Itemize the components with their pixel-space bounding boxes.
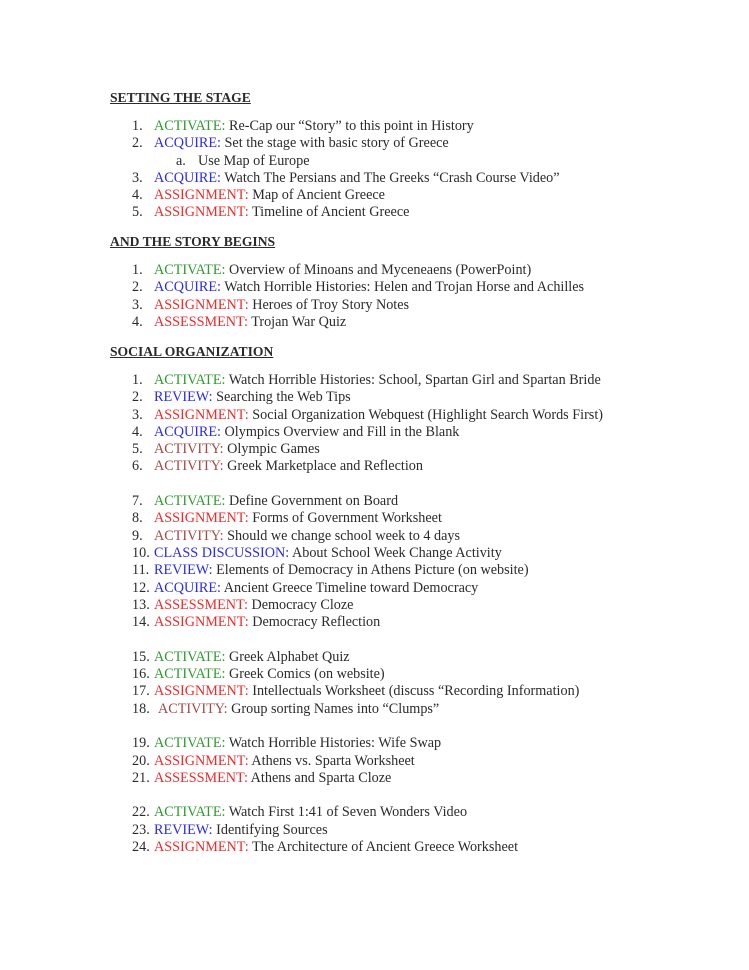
item-description: Heroes of Troy Story Notes <box>248 296 410 313</box>
item-category-label: ACQUIRE: <box>154 579 221 596</box>
item-description: About School Week Change Activity <box>289 544 502 561</box>
item-number: 21. <box>132 769 150 786</box>
item-category-label: REVIEW: <box>154 821 213 838</box>
item-category-label: ACTIVITY: <box>154 527 224 544</box>
item-description: Should we change school week to 4 days <box>223 527 461 544</box>
sub-item-description: Use Map of Europe <box>198 152 310 169</box>
item-group <box>110 493 710 631</box>
item-group <box>110 262 710 331</box>
item-category-label: ASSESSMENT: <box>154 769 248 786</box>
item-number: 5. <box>132 441 143 458</box>
list-item <box>110 528 710 545</box>
item-number: 1. <box>132 261 143 278</box>
item-number: 2. <box>132 389 143 406</box>
item-number: 2. <box>132 135 143 152</box>
item-category-label: CLASS DISCUSSION: <box>154 544 290 561</box>
numbered-list <box>110 372 710 856</box>
item-category-label: REVIEW: <box>154 562 213 579</box>
item-category-label: ASSIGNMENT: <box>154 406 249 423</box>
item-category-label: ACTIVATE: <box>154 371 226 388</box>
list-item <box>110 683 710 700</box>
item-number: 13. <box>132 596 150 613</box>
item-description: Group sorting Names into “Clumps” <box>227 700 440 717</box>
item-description: Timeline of Ancient Greece <box>248 204 410 221</box>
item-group <box>110 735 710 787</box>
item-category-label: ASSIGNMENT: <box>154 839 249 855</box>
item-description: Trojan War Quiz <box>247 313 347 330</box>
item-number: 2. <box>132 279 143 296</box>
item-description: Set the stage with basic story of Greece <box>221 135 449 152</box>
list-item <box>110 187 710 204</box>
list-item <box>110 279 710 296</box>
list-item <box>110 839 710 856</box>
item-category-label: ACTIVATE: <box>154 666 226 683</box>
item-number: 17. <box>132 683 150 700</box>
list-item <box>110 372 710 389</box>
item-number: 5. <box>132 204 143 221</box>
item-description: Ancient Greece Timeline toward Democracy <box>221 579 479 596</box>
item-description: Olympic Games <box>223 441 320 458</box>
list-item <box>110 597 710 614</box>
item-category-label: ACTIVATE: <box>154 735 226 752</box>
item-number: 18. <box>132 700 150 717</box>
item-number: 16. <box>132 666 150 683</box>
item-description: Re-Cap our “Story” to this point in History <box>225 117 474 134</box>
item-number: 1. <box>132 117 143 134</box>
item-number: 8. <box>132 510 143 527</box>
item-category-label: ASSESSMENT: <box>154 596 248 613</box>
list-item <box>110 424 710 441</box>
item-number: 19. <box>132 735 150 752</box>
item-description: Greek Alphabet Quiz <box>225 648 350 665</box>
item-category-label: ASSIGNMENT: <box>154 204 249 221</box>
item-number: 4. <box>132 187 143 204</box>
list-item <box>110 510 710 527</box>
list-item <box>110 458 710 475</box>
item-number: 14. <box>132 614 150 631</box>
numbered-list <box>110 262 710 331</box>
item-group <box>110 804 710 856</box>
item-description: Watch First 1:41 of Seven Wonders Video <box>225 804 468 821</box>
item-description: Democracy Reflection <box>248 614 381 631</box>
item-description: Map of Ancient Greece <box>248 187 385 204</box>
list-item <box>110 441 710 458</box>
item-number: 23. <box>132 821 150 838</box>
item-category-label: ACTIVITY: <box>158 700 228 717</box>
item-description: Elements of Democracy in Athens Picture (on website) <box>212 562 529 579</box>
list-item <box>110 666 710 683</box>
list-item <box>110 649 710 666</box>
item-number: 22. <box>132 804 150 821</box>
sub-item-letter: a. <box>176 152 186 169</box>
item-category-label: ACTIVATE: <box>154 804 226 821</box>
list-item <box>110 770 710 787</box>
item-category-label: ASSIGNMENT: <box>154 614 249 631</box>
item-category-label: ACTIVATE: <box>154 493 226 510</box>
item-description: Greek Marketplace and Reflection <box>223 458 423 475</box>
item-category-label: ACTIVITY: <box>154 441 224 458</box>
item-description: Olympics Overview and Fill in the Blank <box>221 423 460 440</box>
item-description: Athens and Sparta Cloze <box>247 769 392 786</box>
section-and-the-story-begins <box>110 233 710 331</box>
list-item <box>110 118 710 135</box>
item-description: Athens vs. Sparta Worksheet <box>248 752 415 769</box>
item-category-label: REVIEW: <box>154 389 213 406</box>
item-number: 1. <box>132 371 143 388</box>
item-description: Watch Horrible Histories: Wife Swap <box>225 735 442 752</box>
item-description: Democracy Cloze <box>247 596 354 613</box>
list-item <box>110 407 710 424</box>
list-item <box>110 701 710 718</box>
list-item <box>110 822 710 839</box>
section-setting-the-stage <box>110 89 710 222</box>
item-description: Intellectuals Worksheet (discuss “Recording Information) <box>248 683 580 700</box>
item-description: Social Organization Webquest (Highlight Search Words First) <box>248 406 603 423</box>
item-category-label: ASSIGNMENT: <box>154 683 249 700</box>
item-number: 4. <box>132 313 143 330</box>
item-description: Define Government on Board <box>225 493 399 510</box>
item-description: Watch The Persians and The Greeks “Crash Course Video” <box>221 169 560 186</box>
list-item <box>110 493 710 510</box>
sub-list-item <box>110 153 710 170</box>
item-category-label: ASSIGNMENT: <box>154 187 249 204</box>
list-item <box>110 204 710 221</box>
list-item <box>110 614 710 631</box>
item-number: 3. <box>132 169 143 186</box>
item-category-label: ACTIVATE: <box>154 648 226 665</box>
item-description: Forms of Government Worksheet <box>248 510 442 527</box>
item-category-label: ACQUIRE: <box>154 279 221 296</box>
list-item <box>110 389 710 406</box>
list-item <box>110 314 710 331</box>
item-description: The Architecture of Ancient Greece Worksheet <box>248 839 519 855</box>
section-social-organization <box>110 343 710 856</box>
item-description: Searching the Web Tips <box>212 389 351 406</box>
list-item <box>110 135 710 152</box>
item-group <box>110 118 710 222</box>
list-item <box>110 545 710 562</box>
item-category-label: ACQUIRE: <box>154 135 221 152</box>
item-description: Greek Comics (on website) <box>225 666 385 683</box>
item-category-label: ACTIVITY: <box>154 458 224 475</box>
item-number: 7. <box>132 493 143 510</box>
item-category-label: ACTIVATE: <box>154 261 226 278</box>
item-group <box>110 372 710 476</box>
list-item <box>110 262 710 279</box>
item-number: 3. <box>132 296 143 313</box>
item-number: 20. <box>132 752 150 769</box>
item-category-label: ASSIGNMENT: <box>154 296 249 313</box>
list-item <box>110 170 710 187</box>
item-category-label: ACQUIRE: <box>154 169 221 186</box>
list-item <box>110 735 710 752</box>
item-number: 3. <box>132 406 143 423</box>
item-number: 15. <box>132 648 150 665</box>
section-heading: SOCIAL ORGANIZATION <box>110 344 274 359</box>
item-group <box>110 649 710 718</box>
item-description: Watch Horrible Histories: School, Spartan Girl and Spartan Bride <box>225 371 601 388</box>
item-category-label: ASSIGNMENT: <box>154 510 249 527</box>
list-item <box>110 580 710 597</box>
item-number: 10. <box>132 544 150 561</box>
item-category-label: ACQUIRE: <box>154 423 221 440</box>
item-category-label: ACTIVATE: <box>154 117 226 134</box>
item-number: 9. <box>132 527 143 544</box>
list-item <box>110 804 710 821</box>
item-number: 6. <box>132 458 143 475</box>
item-number: 24. <box>132 839 150 855</box>
item-number: 11. <box>132 562 150 579</box>
section-heading: SETTING THE STAGE <box>110 90 251 105</box>
item-number: 4. <box>132 423 143 440</box>
section-heading: AND THE STORY BEGINS <box>110 234 276 249</box>
item-number: 12. <box>132 579 150 596</box>
item-category-label: ASSIGNMENT: <box>154 752 249 769</box>
list-item <box>110 297 710 314</box>
list-item <box>110 753 710 770</box>
numbered-list <box>110 118 710 222</box>
item-description: Identifying Sources <box>212 821 328 838</box>
item-description: Watch Horrible Histories: Helen and Trojan Horse and Achilles <box>221 279 585 296</box>
item-description: Overview of Minoans and Myceneaens (PowerPoint) <box>225 261 532 278</box>
item-category-label: ASSESSMENT: <box>154 313 248 330</box>
list-item <box>110 562 710 579</box>
